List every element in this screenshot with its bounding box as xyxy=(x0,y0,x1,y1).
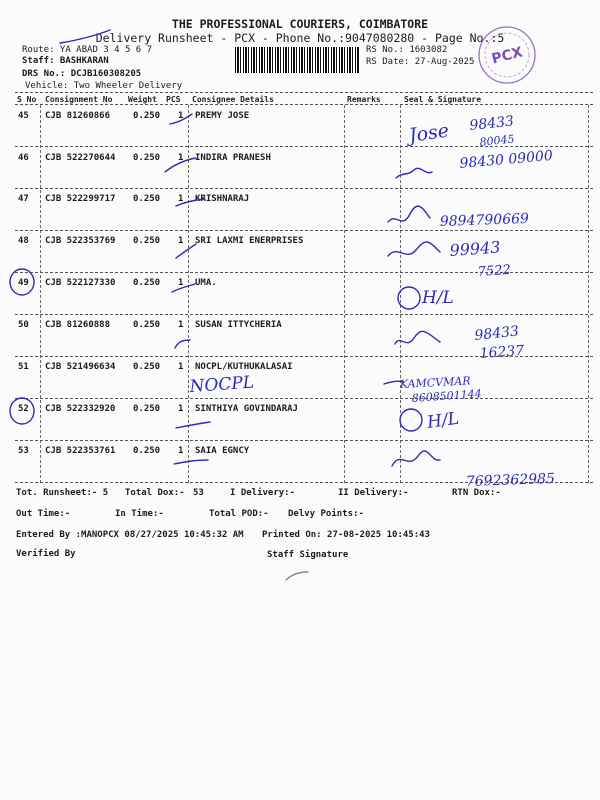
runsheet-subtitle: Delivery Runsheet - PCX - Phone No.:9047080280 - Page No.:5 xyxy=(95,31,505,45)
verified-by: Verified By xyxy=(16,549,76,559)
staff-signature-label: Staff Signature xyxy=(267,550,349,560)
row-pcs: 1 xyxy=(178,446,184,456)
rs-date: RS Date: 27-Aug-2025 xyxy=(366,57,475,67)
col-seal-header: Seal & Signature xyxy=(404,95,482,104)
row-consignee: SRI LAXMI ENERPRISES xyxy=(195,236,304,246)
total-dox-label: Total Dox:- xyxy=(125,488,185,498)
col-pcs-header: PCS xyxy=(166,95,181,104)
svg-text:98433: 98433 xyxy=(468,113,515,134)
row-consignment: CJB 522270644 xyxy=(45,153,116,163)
staff-label: Staff: BASHKARAN xyxy=(22,56,109,66)
col-divider xyxy=(40,105,41,483)
row-weight: 0.250 xyxy=(133,362,161,372)
row-sno: 52 xyxy=(18,404,29,414)
col-consignee-header: Consignee Details xyxy=(192,95,274,104)
row-consignment: CJB 81260866 xyxy=(45,111,111,121)
row-consignment: CJB 522353761 xyxy=(45,446,116,456)
row-weight: 0.250 xyxy=(133,320,161,330)
delvy-points: Delvy Points:- xyxy=(288,509,364,519)
rtn-dox: RTN Dox:- xyxy=(452,488,501,498)
row-sno: 45 xyxy=(18,111,29,121)
col-divider xyxy=(400,105,401,483)
entered-by: Entered By :MANOPCX 08/27/2025 10:45:32 AM xyxy=(16,530,244,540)
row-weight: 0.250 xyxy=(133,404,161,414)
printed-on: Printed On: 27-08-2025 10:45:43 xyxy=(262,530,430,540)
row-divider xyxy=(15,356,593,357)
col-weight-header: Weight xyxy=(128,95,157,104)
row-consignee: PREMY JOSE xyxy=(195,111,250,121)
svg-text:98430 09000: 98430 09000 xyxy=(458,147,554,172)
svg-text:PCX: PCX xyxy=(490,44,525,68)
svg-text:H/L: H/L xyxy=(425,408,461,433)
row-pcs: 1 xyxy=(178,153,184,163)
row-pcs: 1 xyxy=(178,320,184,330)
svg-text:7692362985: 7692362985 xyxy=(465,470,556,490)
row-consignment: CJB 81260888 xyxy=(45,320,111,330)
ii-delivery: II Delivery:- xyxy=(338,488,409,498)
row-divider xyxy=(15,482,593,483)
row-sno: 49 xyxy=(18,278,29,288)
row-divider xyxy=(15,188,593,189)
row-sno: 53 xyxy=(18,446,29,456)
row-pcs: 1 xyxy=(178,236,184,246)
svg-text:99943: 99943 xyxy=(448,237,502,260)
svg-text:9894790669: 9894790669 xyxy=(439,210,530,230)
row-consignee: SAIA EGNCY xyxy=(195,446,250,456)
row-sno: 48 xyxy=(18,236,29,246)
svg-text:KAMCVMAR: KAMCVMAR xyxy=(399,374,471,391)
row-divider xyxy=(15,230,593,231)
svg-text:80045: 80045 xyxy=(478,132,516,149)
company-title: THE PROFESSIONAL COURIERS, COIMBATORE xyxy=(171,17,429,31)
row-pcs: 1 xyxy=(178,194,184,204)
row-consignee: SUSAN ITTYCHERIA xyxy=(195,320,282,330)
svg-text:Jose: Jose xyxy=(407,119,451,147)
out-time: Out Time:- xyxy=(16,509,71,519)
row-divider xyxy=(15,272,593,273)
rs-number: RS No.: 1603082 xyxy=(366,45,448,55)
svg-text:16237: 16237 xyxy=(479,342,525,362)
row-weight: 0.250 xyxy=(133,111,161,121)
row-weight: 0.250 xyxy=(133,153,161,163)
row-sno: 50 xyxy=(18,320,29,330)
row-weight: 0.250 xyxy=(133,278,161,288)
table-top-rule xyxy=(15,92,593,93)
vehicle-label: Vehicle: Two Wheeler Delivery xyxy=(25,81,183,91)
row-consignee: NOCPL/KUTHUKALASAI xyxy=(195,362,293,372)
row-consignee: KRISHNARAJ xyxy=(195,194,250,204)
row-sno: 47 xyxy=(18,194,29,204)
svg-text:NOCPL: NOCPL xyxy=(188,372,255,397)
pcx-stamp xyxy=(476,24,538,86)
i-delivery: I Delivery:- xyxy=(230,488,296,498)
row-consignment: CJB 522299717 xyxy=(45,194,116,204)
svg-text:8608501144: 8608501144 xyxy=(411,387,483,405)
col-divider xyxy=(188,105,189,483)
route-label: Route: YA ABAD 3 4 5 6 7 xyxy=(22,45,153,55)
row-divider xyxy=(15,440,593,441)
row-consignee: INDIRA PRANESH xyxy=(195,153,271,163)
row-divider xyxy=(15,314,593,315)
row-pcs: 1 xyxy=(178,362,184,372)
col-remarks-header: Remarks xyxy=(347,95,381,104)
row-consignment: CJB 521496634 xyxy=(45,362,116,372)
svg-text:98433: 98433 xyxy=(473,323,520,344)
row-consignment: CJB 522127330 xyxy=(45,278,116,288)
barcode xyxy=(235,47,360,73)
col-divider xyxy=(588,105,589,483)
row-divider xyxy=(15,398,593,399)
row-pcs: 1 xyxy=(178,404,184,414)
row-weight: 0.250 xyxy=(133,194,161,204)
row-divider xyxy=(15,146,593,147)
row-weight: 0.250 xyxy=(133,446,161,456)
row-sno: 51 xyxy=(18,362,29,372)
drs-number: DRS No.: DCJB160308205 xyxy=(22,69,142,79)
total-pod: Total POD:- xyxy=(209,509,269,519)
in-time: In Time:- xyxy=(115,509,164,519)
col-consignment-header: Consignment No xyxy=(45,95,113,104)
row-pcs: 1 xyxy=(178,278,184,288)
svg-text:H/L: H/L xyxy=(422,288,454,308)
col-sno-header: S No xyxy=(17,95,37,104)
row-consignee: UMA. xyxy=(195,278,217,288)
row-consignee: SINTHIYA GOVINDARAJ xyxy=(195,404,298,414)
svg-text:7522: 7522 xyxy=(477,262,512,280)
table-header-rule xyxy=(15,104,593,105)
row-sno: 46 xyxy=(18,153,29,163)
total-dox-value: 53 xyxy=(193,488,204,498)
row-consignment: CJB 522332920 xyxy=(45,404,116,414)
row-weight: 0.250 xyxy=(133,236,161,246)
tot-runsheet: Tot. Runsheet:- 5 xyxy=(16,488,109,498)
row-pcs: 1 xyxy=(178,111,184,121)
col-divider xyxy=(344,105,345,483)
row-consignment: CJB 522353769 xyxy=(45,236,116,246)
